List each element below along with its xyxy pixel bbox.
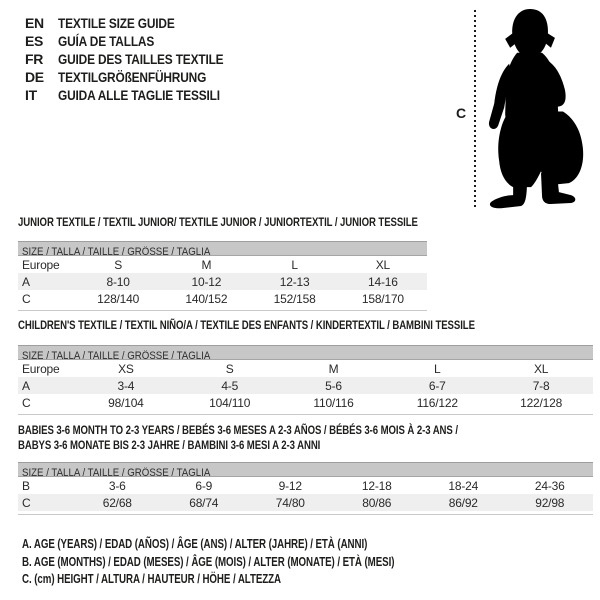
lang-row-fr <box>25 50 253 68</box>
table-row <box>18 494 593 511</box>
size-header-label: SIZE / TALLA / TAILLE / GRÖSSE / TAGLIA <box>22 467 211 477</box>
table-cell: 12-13 <box>279 274 310 289</box>
section-title: CHILDREN'S TEXTILE / TEXTIL NIÑO/A / TEXTILE DES ENFANTS / KINDERTEXTIL / BAMBINI TESSILE <box>18 318 475 332</box>
table-cell: XL <box>533 361 549 376</box>
lang-code: ES <box>25 33 44 49</box>
row-label: B <box>22 478 30 493</box>
table-row <box>18 377 593 394</box>
table-cell: L <box>434 361 441 376</box>
lang-code: FR <box>25 51 44 67</box>
table-cell: L <box>291 257 298 272</box>
lang-title: GUÍA DE TALLAS <box>58 33 155 49</box>
table-cell: XS <box>118 361 134 376</box>
table-cell: 68/74 <box>189 495 219 510</box>
table-cell: S <box>114 257 123 272</box>
table-cell: 8-10 <box>106 274 130 289</box>
table-cell: 74/80 <box>275 495 305 510</box>
table-row <box>18 360 593 377</box>
row-label: Europe <box>22 257 60 272</box>
height-measure-label: C <box>456 105 467 121</box>
table-cell: 128/140 <box>97 291 140 306</box>
lang-row-it <box>25 86 253 104</box>
table-row <box>18 290 427 307</box>
row-label: C <box>22 291 31 306</box>
lang-code: EN <box>25 15 44 31</box>
table-cell: 4-5 <box>221 378 239 393</box>
table-cell: 62/68 <box>102 495 132 510</box>
table-cell: 92/98 <box>535 495 565 510</box>
toddler-silhouette-icon <box>483 6 600 210</box>
size-header-label: SIZE / TALLA / TAILLE / GRÖSSE / TAGLIA <box>22 246 211 256</box>
table-cell: 86/92 <box>448 495 478 510</box>
table-cell: 3-6 <box>108 478 126 493</box>
size-table <box>18 360 593 415</box>
table-cell: 6-9 <box>195 478 213 493</box>
size-header-bar <box>18 241 427 256</box>
table-row <box>18 394 593 411</box>
language-header <box>25 14 253 104</box>
lang-title: GUIDA ALLE TAGLIE TESSILI <box>58 87 220 103</box>
size-header-bar <box>18 345 593 360</box>
table-cell: 9-12 <box>278 478 302 493</box>
height-measure-line <box>474 10 476 207</box>
table-cell: 104/110 <box>209 395 251 410</box>
table-cell: 110/116 <box>313 395 354 410</box>
table-cell: 122/128 <box>520 395 563 410</box>
table-row <box>18 256 427 273</box>
lang-row-de <box>25 68 253 86</box>
lang-code: DE <box>25 69 44 85</box>
table-cell: 3-4 <box>117 378 135 393</box>
footnote-b: B. AGE (MONTHS) / EDAD (MESES) / ÂGE (MOIS) / ALTER (MONATE) / ETÀ (MESI) <box>22 554 395 569</box>
table-cell: 158/170 <box>361 291 404 306</box>
section-title-line2: BABYS 3-6 MONATE BIS 2-3 JAHRE / BAMBINI 3-6 MESI A 2-3 ANNI <box>18 438 321 452</box>
lang-row-es <box>25 32 253 50</box>
table-cell: 18-24 <box>448 478 479 493</box>
section-babies <box>18 423 593 515</box>
table-cell: 14-16 <box>368 274 398 289</box>
table-row <box>18 477 593 494</box>
footnote-c: C. (cm) HEIGHT / ALTURA / HAUTEUR / HÖHE / ALTEZZA <box>22 572 281 586</box>
lang-title: TEXTILE SIZE GUIDE <box>58 15 175 31</box>
table-cell: 140/152 <box>185 291 228 306</box>
lang-title: TEXTILGRÖßENFÜHRUNG <box>58 69 207 85</box>
row-label: A <box>22 274 30 289</box>
size-table <box>18 256 427 311</box>
section-title-line1: BABIES 3-6 MONTH TO 2-3 YEARS / BEBÉS 3-6 MESES A 2-3 AÑOS / BÉBÉS 3-6 MOIS À 2-3 ANS / <box>18 423 458 437</box>
table-cell: 12-18 <box>361 478 392 493</box>
section-children <box>18 318 593 415</box>
table-row <box>18 273 427 290</box>
table-cell: 116/122 <box>416 395 458 410</box>
size-header-bar <box>18 462 593 477</box>
row-label: C <box>22 395 31 410</box>
table-cell: M <box>201 257 212 272</box>
table-cell: 7-8 <box>532 378 550 393</box>
row-label: Europe <box>22 361 60 376</box>
table-cell: M <box>328 361 339 376</box>
table-cell: 5-6 <box>325 378 342 393</box>
table-cell: XL <box>375 257 391 272</box>
section-junior <box>18 215 427 311</box>
table-cell: 152/158 <box>273 291 316 306</box>
footnotes <box>22 536 499 589</box>
section-title: JUNIOR TEXTILE / TEXTIL JUNIOR/ TEXTILE JUNIOR / JUNIORTEXTIL / JUNIOR TESSILE <box>18 215 418 229</box>
table-cell: 24-36 <box>534 478 565 493</box>
row-label: C <box>22 495 31 510</box>
row-label: A <box>22 378 30 393</box>
size-table <box>18 477 593 515</box>
lang-title: GUIDE DES TAILLES TEXTILE <box>58 51 224 67</box>
footnote-a: A. AGE (YEARS) / EDAD (AÑOS) / ÂGE (ANS) / ALTER (JAHRE) / ETÀ (ANNI) <box>22 537 368 551</box>
table-cell: 98/104 <box>108 395 144 410</box>
lang-row-en <box>25 14 253 32</box>
table-cell: 80/86 <box>362 495 392 510</box>
table-cell: S <box>225 361 234 376</box>
size-header-label: SIZE / TALLA / TAILLE / GRÖSSE / TAGLIA <box>22 350 211 360</box>
lang-code: IT <box>25 87 37 103</box>
table-cell: 10-12 <box>191 274 222 289</box>
table-cell: 6-7 <box>428 378 446 393</box>
